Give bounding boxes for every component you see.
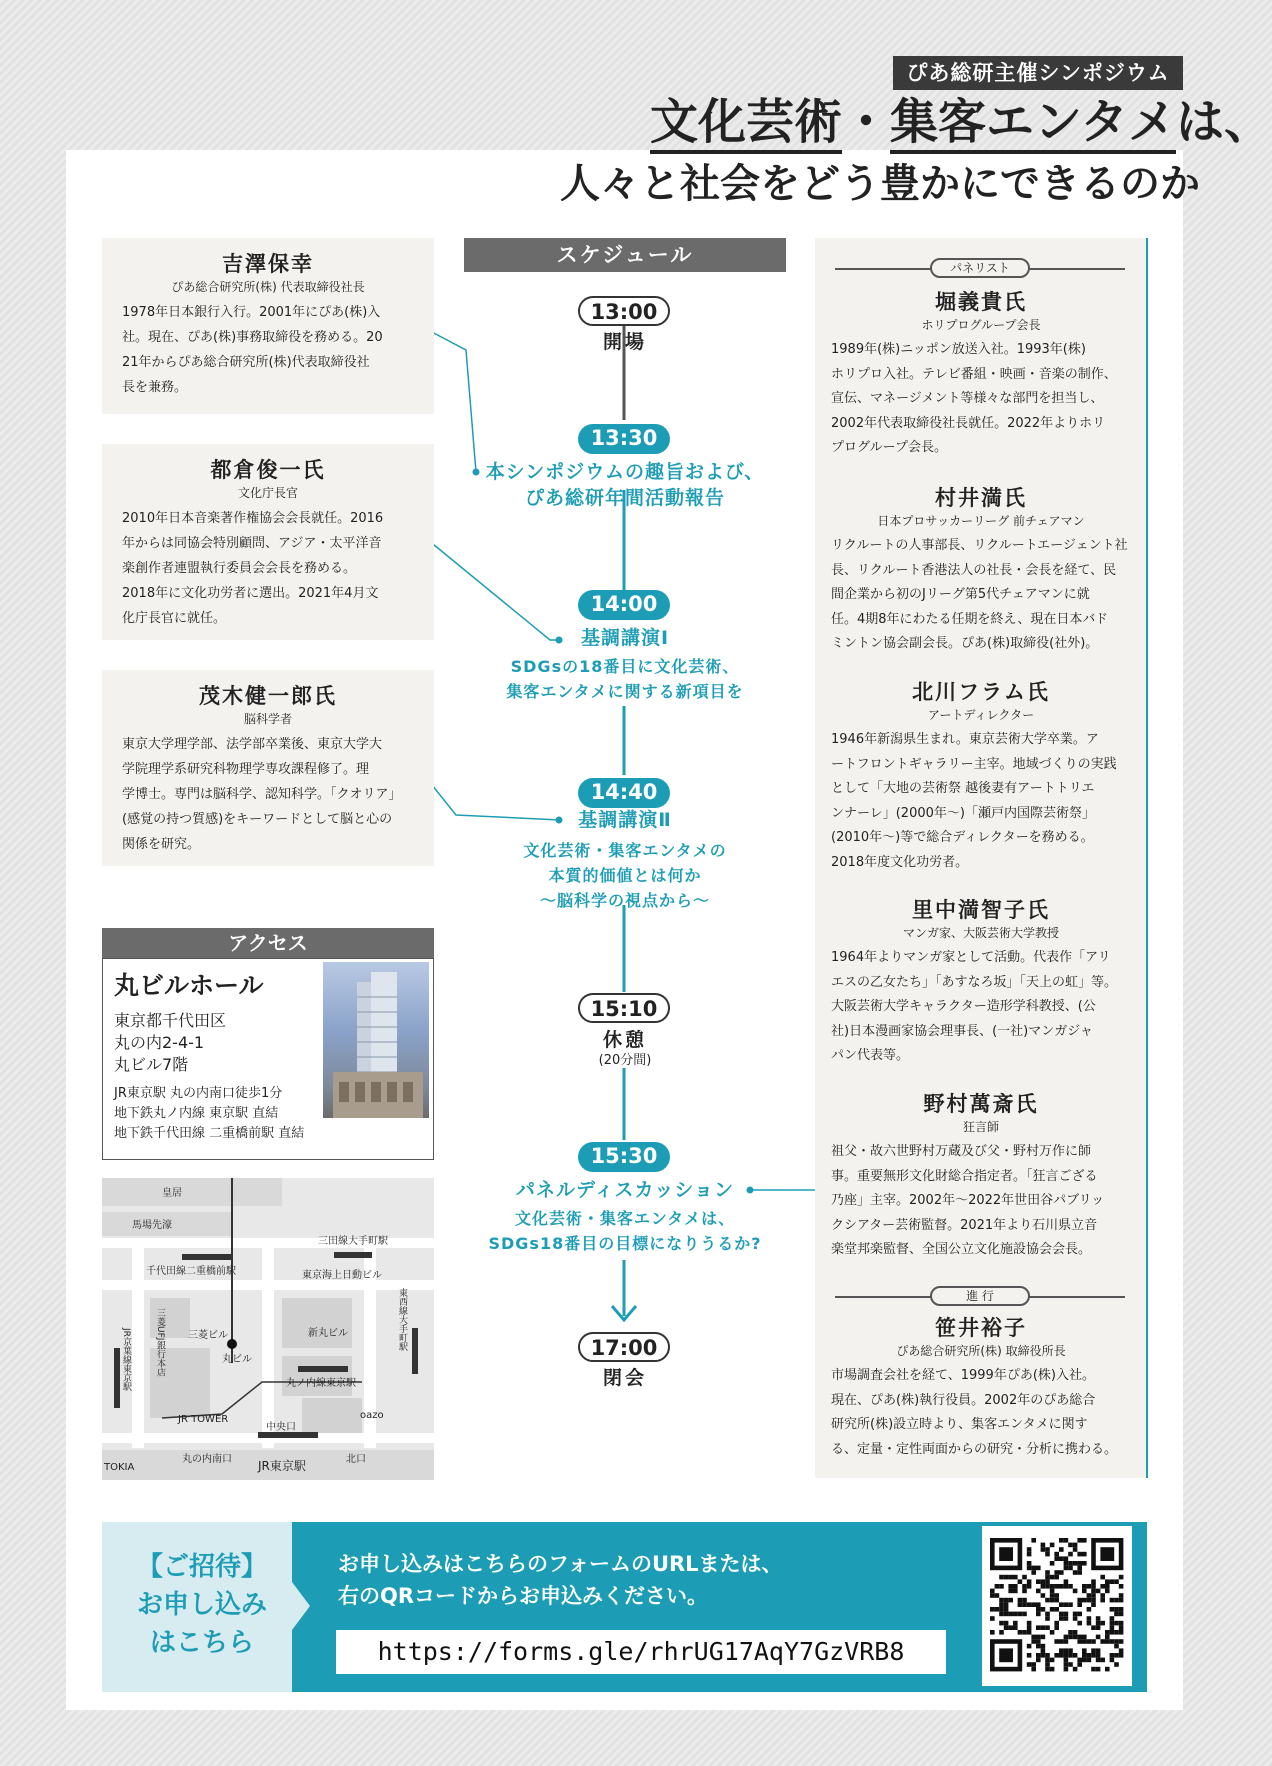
map-label-kokyo: 皇居 [162,1188,182,1199]
map-label-marunouchi: 丸ノ内線東京駅 [286,1378,356,1389]
time-1440: 14:40 [578,778,670,808]
speaker-role: ぴあ総合研究所(株) 代表取締役社長 [171,280,365,294]
event-keynote-2-sub2: 本質的価値とは何か [548,866,702,885]
building-illustration [323,962,429,1118]
qr-code[interactable] [982,1526,1132,1686]
invitation-label: 【ご招待】 お申し込み はこちら [136,1552,267,1658]
main-title-line2: 人々と社会をどう豊かにできるのか [560,161,1200,207]
event-panel: パネルディスカッション [516,1179,734,1201]
qr-code-icon [982,1526,1132,1686]
event-panel-sub2: SDGs18番目の目標になりうるか? [488,1234,762,1253]
map-label-mufg: 三菱UFJ銀行本店 [155,1308,165,1377]
venue-address-2: 丸の内2-4-1 [114,1033,205,1052]
event-keynote-1-sub1: SDGsの18番目に文化芸術、 [510,657,740,676]
map-label-tokia: TOKIA [104,1462,135,1473]
speaker-role: 文化庁長官 [237,486,298,500]
route-1: JR東京駅 丸の内南口徒歩1分 [114,1086,283,1101]
main-title: 文化芸術・集客エンタメは、 [650,92,1190,152]
speaker-name: 茂木健一郎氏 [199,684,337,708]
venue-address-1: 東京都千代田区 [114,1011,227,1030]
map-label-chuo: 中央口 [266,1422,296,1433]
route-3: 地下鉄千代田線 二重橋前駅 直結 [114,1126,305,1141]
panelist-tag: パネリスト [835,258,1125,278]
time-1300: 13:00 [578,296,670,326]
access-heading: アクセス [102,928,434,958]
map-label-jrtower: JR TOWER [178,1414,229,1425]
speaker-role: 脳科学者 [243,712,292,726]
map-label-oazo: oazo [360,1410,384,1421]
time-1510: 15:10 [578,993,670,1023]
speaker-bio: 1978年日本銀行入行。2001年にぴあ(株)入 社。現在、ぴあ(株)事務取締役を務める。20 21年からぴあ総合研究所(株)代表取締役社 長を兼務。 [122,305,383,395]
event-keynote-2: 基調講演Ⅱ [578,809,672,831]
event-keynote-1: 基調講演Ⅰ [580,627,670,649]
route-2: 地下鉄丸ノ内線 東京駅 直結 [114,1106,279,1121]
map-label-mitsubishi: 三菱ビル [188,1330,228,1341]
time-1530: 15:30 [578,1142,670,1172]
event-break: 休憩 [602,1029,647,1051]
speaker-bio: 東京大学理学部、法学部卒業後、東京大学大 学院理学系研究科物理学専攻課程修了。理 学博士。専門は脳科学、認知科学。「クオリア」 (感覚の持つ質感)をキーワードとして脳と心の 関係を研究。 [122,737,402,852]
time-1700: 17:00 [578,1332,670,1362]
panelist-nomura: 野村萬斎氏 狂言師 祖父・故六世野村万蔵及び父・野村万作に師 事。重要無形文化財総合指定者。「狂言ござる 乃座」主宰。2002年〜2022年世田谷パブリッ クシアター芸術監督。2021年より石川県立音 楽堂邦楽監督、全国公立文化施設協会会長。 [831,1092,1105,1257]
map-label-tokai: 東京海上日動ビル [302,1270,382,1281]
map-label-kita: 北口 [346,1454,366,1465]
panel-border [1146,238,1148,1478]
moderator-tag: 進 行 [835,1286,1125,1306]
schedule-heading: スケジュール [464,238,786,272]
event-opening: 開場 [602,331,647,353]
event-keynote-1-sub2: 集客エンタメに関する新項目を [506,682,744,701]
speaker-card-tokura [102,444,434,640]
event-intro-line2: ぴあ総研年間活動報告 [524,487,725,509]
map-label-marubiru: 丸ビル [222,1354,252,1365]
speaker-card-yoshizawa [102,238,434,414]
map-label-jrkeiyo: JR京葉線東京駅 [121,1328,131,1391]
event-panel-sub1: 文化芸術・集客エンタメは、 [514,1209,736,1228]
map-label-mita: 三田線大手町駅 [318,1236,388,1247]
map-label-chiyoda: 千代田線二重橋前駅 [146,1266,236,1277]
panelist-hori: 堀義貴氏 ホリプログループ会長 1989年(株)ニッポン放送入社。1993年(株) ホリプロ入社。テレビ番組・映画・音楽の制作、 宣伝、マネージメント等様々な部門を担当し、 2002年代表取締役社長就任。2022年よりホリ プログループ会長。 [831,290,1117,455]
map-label-minami: 丸の内南口 [182,1454,232,1465]
signup-url-link[interactable]: https://forms.gle/rhrUG17AqY7GzVRB8 [336,1630,946,1674]
panelist-satonaka: 里中満智子氏 マンガ家、大阪芸術大学教授 1964年よりマンガ家として活動。代表作「アリ エスの乙女たち」「あすなろ坂」「天上の虹」等。 大阪芸術大学キャラクター造形学科教授、(公 社)日本漫画家協会理事長、(一社)マンガジャ パン代表等。 [831,898,1118,1063]
event-closing: 閉会 [602,1367,647,1389]
event-intro-line1: 本シンポジウムの趣旨および、 [485,461,765,483]
event-keynote-2-sub1: 文化芸術・集客エンタメの [523,841,727,860]
invitation-arrow [292,1582,310,1630]
event-break-duration: (20分間) [598,1053,652,1068]
kicker-label: ぴあ総研主催シンポジウム [893,56,1183,90]
moderator-sasai: 笹井裕子 ぴあ総合研究所(株) 取締役所長 市場調査会社を経て、1999年ぴあ(株)入社。 現在、ぴあ(株)執行役員。2002年のぴあ総合 研究所(株)設立時より、集客エンタメに関す る、定量・定性両面からの研究・分析に携わる。 [831,1316,1118,1457]
venue-name: 丸ビルホール [114,971,264,1000]
map-label-babasaki: 馬場先濠 [132,1220,172,1231]
speaker-name: 都倉俊一氏 [210,458,326,482]
building-photo [323,962,429,1118]
panelist-murai: 村井満氏 日本プロサッカーリーグ 前チェアマン リクルートの人事部長、リクルートエージェント社 長、リクルート香港法人の社長・会長を経て、民 間企業から初のJリーグ第5代チェアマンに就 任。4期8年にわたる任期を終え、現在日本バド ミントン協会副会長。ぴあ(株)取締役(社外)。 [831,486,1128,651]
panelist-kitagawa: 北川フラム氏 アートディレクター 1946年新潟県生まれ。東京芸術大学卒業。ア ートフロントギャラリー主宰。地域づくりの実践 として「大地の芸術祭 越後妻有アートトリエ ンナーレ」(2000年〜)「瀬戸内国際芸術祭」 (2010年〜)等で総合ディレクターを務める。 2018年度文化功労者。 [831,680,1117,870]
time-1400: 14:00 [578,590,670,620]
map-label-tozai: 東西線大手町駅 [397,1288,407,1351]
venue-address-3: 丸ビル7階 [114,1055,189,1074]
map-label-jr: JR東京駅 [258,1459,306,1473]
speaker-card-mogi [102,670,434,866]
event-keynote-2-sub3: 〜脳科学の視点から〜 [539,891,710,910]
time-1330: 13:30 [578,424,670,454]
speaker-name: 吉澤保幸 [222,252,314,276]
speaker-bio: 2010年日本音楽著作権協会会長就任。2016 年からは同協会特別顧問、アジア・太平洋音 楽創作者連盟執行委員会会長を務める。 2018年に文化功労者に選出。2021年4月文 化庁長官に就任。 [122,511,384,626]
access-map [102,1178,434,1480]
signup-instructions: お申し込みはこちらのフォームのURLまたは、 右のQRコードからお申込みください。 [338,1552,783,1608]
map-label-shinmaru: 新丸ビル [308,1328,348,1339]
